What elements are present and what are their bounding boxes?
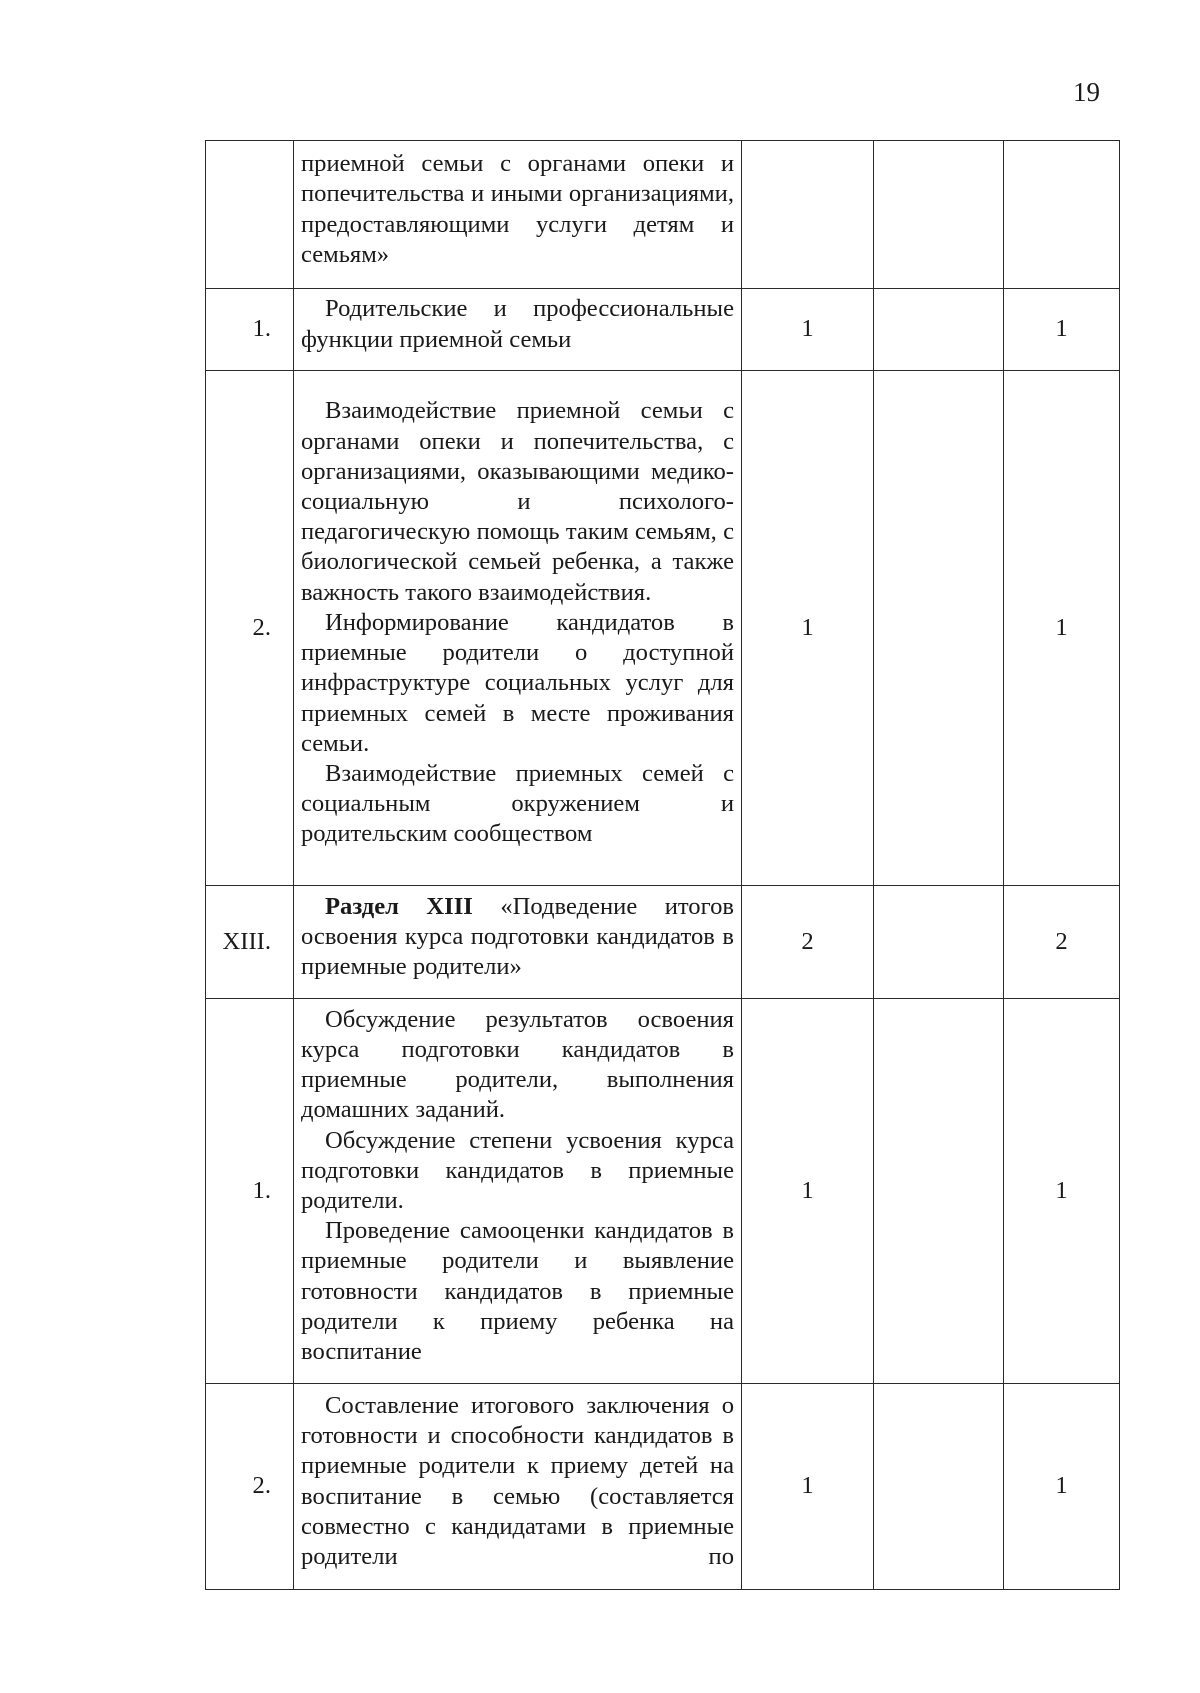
row-description bbox=[294, 1384, 742, 1590]
hours-theory-cell bbox=[874, 141, 1004, 289]
hours-theory-cell bbox=[874, 371, 1004, 886]
hours-total-cell: 2 bbox=[742, 886, 874, 999]
hours-total-cell: 1 bbox=[742, 371, 874, 886]
hours-practice-cell bbox=[1004, 141, 1120, 289]
description-paragraph: Обсуждение результатов освоения курса подготовки кандидатов в приемные родители, выполнения домашних заданий. bbox=[301, 1005, 734, 1124]
table-row bbox=[206, 1384, 1120, 1590]
description-paragraph: Информирование кандидатов в приемные родители о доступной инфраструктуре социальных услуг для приемных семей в месте проживания семьи. bbox=[301, 608, 734, 757]
section-number: XIII. bbox=[206, 886, 294, 999]
description-paragraph: Составление итогового заключения о готовности и способности кандидатов в приемные родители к приему детей на воспитание в семью (составляется совместно с кандидатами в приемные родители по bbox=[301, 1391, 734, 1570]
section-heading-rest: «Подведение итогов освоения курса подготовки кандидатов в приемные родители» bbox=[301, 892, 734, 981]
description-paragraph: Родительские и профессиональные функции приемной семьи bbox=[301, 295, 734, 353]
table-row bbox=[206, 141, 1120, 289]
table-row bbox=[206, 999, 1120, 1384]
row-number: 1. bbox=[206, 289, 294, 371]
section-heading-text bbox=[301, 892, 734, 983]
row-description bbox=[294, 289, 742, 371]
description-paragraph: Проведение самооценки кандидатов в приемные родители и выявление готовности кандидатов в приемные родители к приему ребенка на воспитание bbox=[301, 1217, 734, 1366]
description-paragraph: Взаимодействие приемных семей с социальным окружением и родительским сообществом bbox=[301, 759, 734, 848]
hours-total-cell: 1 bbox=[742, 1384, 874, 1590]
hours-theory-cell bbox=[874, 886, 1004, 999]
hours-total-cell bbox=[742, 141, 874, 289]
row-number: 2. bbox=[206, 1384, 294, 1590]
hours-practice-cell: 1 bbox=[1004, 371, 1120, 886]
row-description bbox=[294, 999, 742, 1384]
section-heading bbox=[294, 886, 742, 999]
hours-practice-cell: 1 bbox=[1004, 1384, 1120, 1590]
description-paragraph: приемной семьи с органами опеки и попечительства и иными организациями, предоставляющими услуги детям и семьям» bbox=[301, 150, 734, 268]
row-description bbox=[294, 141, 742, 289]
hours-practice-cell: 2 bbox=[1004, 886, 1120, 999]
hours-practice-cell: 1 bbox=[1004, 289, 1120, 371]
section-heading-bold: Раздел XIII bbox=[325, 892, 473, 920]
curriculum-table bbox=[205, 140, 1120, 1590]
description-paragraph: Обсуждение степени усвоения курса подготовки кандидатов в приемные родители. bbox=[301, 1126, 734, 1214]
row-number: 2. bbox=[206, 371, 294, 886]
hours-theory-cell bbox=[874, 1384, 1004, 1590]
row-description bbox=[294, 371, 742, 886]
row-number bbox=[206, 141, 294, 289]
hours-theory-cell bbox=[874, 999, 1004, 1384]
row-number: 1. bbox=[206, 999, 294, 1384]
hours-practice-cell: 1 bbox=[1004, 999, 1120, 1384]
hours-total-cell: 1 bbox=[742, 289, 874, 371]
table-row bbox=[206, 289, 1120, 371]
table-row bbox=[206, 371, 1120, 886]
hours-total-cell: 1 bbox=[742, 999, 874, 1384]
hours-theory-cell bbox=[874, 289, 1004, 371]
description-paragraph: Взаимодействие приемной семьи с органами опеки и попечительства, с организациями, оказывающими медико-социальную и психолого-педагогическую помощь таким семьям, с биологической семьей ребенка, а также важность такого взаимодействия. bbox=[301, 397, 734, 606]
table-row-section bbox=[206, 886, 1120, 999]
page-number: 19 bbox=[1073, 77, 1100, 107]
